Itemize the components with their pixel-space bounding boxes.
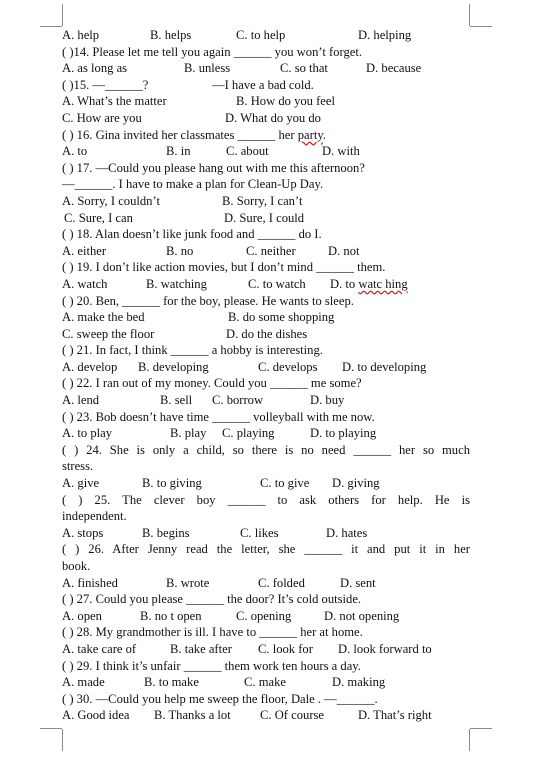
answer-option: B. Sorry, I can’t [222,193,303,208]
answer-option: C. to give [260,476,310,491]
question-line: ( ) 16. Gina invited her classmates ______ her party. [62,127,326,142]
answer-option: A. to play [62,426,113,441]
answer-option: D. not [328,243,360,258]
answer-option: A. open [62,608,102,623]
answer-option: B. take after [170,641,232,656]
answer-option: B. do some shopping [228,310,335,325]
answer-option: C. to watch [248,276,306,291]
answer-option: A. to [62,144,88,159]
answer-option: A. Sorry, I couldn’t [62,193,160,208]
answer-option: A. watch [62,276,108,291]
answer-option: C. folded [258,575,305,590]
answer-options-row [62,641,470,658]
answer-options-row [62,525,470,542]
answer-option: A. take care of [62,641,137,656]
question-line: independent. [62,509,127,524]
answer-option: A. made [62,675,105,690]
question-text: ( )15. —______? [62,77,149,92]
answer-option: B. developing [138,359,209,374]
answer-options-row [62,707,470,724]
answer-options-row [62,210,470,227]
answer-option: A. finished [62,575,118,590]
answer-option: D. giving [332,476,380,491]
answer-option: B. no t open [140,608,202,623]
answer-options-row [62,425,470,442]
question-line: ( ) 23. Bob doesn’t have time ______ volleyball with me now. [62,409,375,424]
answer-options-row [62,575,470,592]
question-line: ( ) 28. My grandmother is ill. I have to ______ her at home. [62,625,363,640]
answer-option: D. hates [326,525,368,540]
answer-options-row [62,359,470,376]
answer-option: C. look for [258,641,313,656]
question-line: ( ) 20. Ben, ______ for the boy, please. He wants to sleep. [62,293,354,308]
crop-mark-bottom-left-h [40,728,62,729]
answer-option: B. sell [160,393,193,408]
question-line: ( )14. Please let me tell you again ______ you won’t forget. [62,44,362,59]
crop-mark-top-right-h [470,26,492,27]
answer-option: A. make the bed [62,310,145,325]
question-line [62,77,470,94]
answer-option: D. with [322,144,360,159]
question-line: ( ) 30. —Could you help me sweep the floor, Dale . —______. [62,691,378,706]
answer-option: B. How do you feel [236,94,335,109]
answer-option: C. playing [222,426,275,441]
answer-option: D. making [332,675,386,690]
answer-option: C. so that [280,61,328,76]
answer-option: B. in [166,144,191,159]
answer-option: D. do the dishes [226,326,308,341]
answer-option: D. because [366,61,422,76]
question-line: ( ) 27. Could you please ______ the door? It’s cold outside. [62,592,362,607]
answer-option: D. to playing [310,426,377,441]
answer-options-row [62,110,470,127]
answer-options-row [62,193,470,210]
answer-option: B. helps [150,28,192,42]
answer-options-row [62,326,470,343]
answer-option: B. Thanks a lot [154,708,231,723]
answer-option: A. What’s the matter [62,94,167,109]
question-line: ( ) 17. —Could you please hang out with me this afternoon? [62,160,365,175]
question-line: stress. [62,459,94,474]
answer-options-row [62,243,470,260]
crop-mark-bottom-right [469,729,470,751]
answer-option: C. opening [236,608,292,623]
dialog-reply: —I have a bad cold. [212,77,314,92]
answer-option: D. to watc hing [330,276,408,291]
answer-option: B. play [170,426,207,441]
answer-option: B. unless [184,61,231,76]
answer-option: B. watching [146,276,207,291]
spellcheck-underline: party [297,127,323,142]
answer-options-row [62,276,470,293]
answer-option: A. as long as [62,61,128,76]
answer-option: C. Sure, I can [64,210,133,225]
answer-option: D. look forward to [338,641,432,656]
answer-option: D. Sure, I could [224,210,305,225]
crop-mark-bottom-right-h [470,728,492,729]
answer-option: A. Good idea [62,708,130,723]
answer-option: C. Of course [260,708,325,723]
answer-option: A. either [62,243,107,258]
answer-option: B. begins [142,525,190,540]
crop-mark-bottom-left [62,729,63,751]
answer-option: C. make [244,675,286,690]
question-line-justified: ( ) 25. The clever boy ______ to ask others for help. He is [62,492,470,507]
answer-option: D. helping [358,28,412,42]
answer-options-row [62,309,470,326]
question-line: ( ) 22. I ran out of my money. Could you ______ me some? [62,376,362,391]
answer-option: B. no [166,243,194,258]
crop-mark-top-right [469,4,470,26]
answer-options-row [62,674,470,691]
answer-option: C. to help [236,28,286,42]
exercise-text [62,27,470,724]
answer-option: D. sent [340,575,376,590]
answer-option: C. about [226,144,269,159]
answer-options-row [62,27,470,44]
answer-option: A. develop [62,359,118,374]
question-line: ( ) 29. I think it’s unfair ______ them work ten hours a day. [62,658,361,673]
crop-mark-top-left-h [40,26,62,27]
answer-options-row [62,475,470,492]
answer-option: D. That’s right [358,708,432,723]
question-line-justified: ( ) 24. She is only a child, so there is no need ______ her so much [62,442,470,457]
answer-option: D. not opening [324,608,400,623]
answer-option: A. lend [62,393,100,408]
answer-option: C. neither [246,243,296,258]
answer-option: C. sweep the floor [62,326,155,341]
question-line: book. [62,559,91,573]
answer-option: C. likes [240,525,279,540]
answer-option: C. borrow [212,393,264,408]
answer-options-row [62,608,470,625]
answer-option: C. develops [258,359,318,374]
answer-option: A. give [62,476,100,491]
answer-option: D. to developing [342,359,427,374]
question-line: —______. I have to make a plan for Clean-Up Day. [62,177,324,192]
answer-option: C. How are you [62,110,142,125]
answer-options-row [62,392,470,409]
answer-option: B. to make [144,675,199,690]
question-line: ( ) 18. Alan doesn’t like junk food and ______ do I. [62,227,322,242]
answer-option: D. What do you do [225,110,321,125]
answer-option: A. help [62,28,100,42]
answer-option: A. stops [62,525,104,540]
question-line: ( ) 21. In fact, I think ______ a hobby is interesting. [62,343,323,358]
crop-mark-top-left [62,4,63,26]
answer-option: B. to giving [142,476,202,491]
question-line: ( ) 19. I don’t like action movies, but I don’t mind ______ them. [62,260,386,275]
answer-options-row [62,93,470,110]
answer-options-row [62,60,470,77]
answer-option: D. buy [310,393,345,408]
answer-option: B. wrote [166,575,210,590]
answer-options-row [62,143,470,160]
question-line-justified: ( ) 26. After Jenny read the letter, she ______ it and put it in her [62,542,470,557]
